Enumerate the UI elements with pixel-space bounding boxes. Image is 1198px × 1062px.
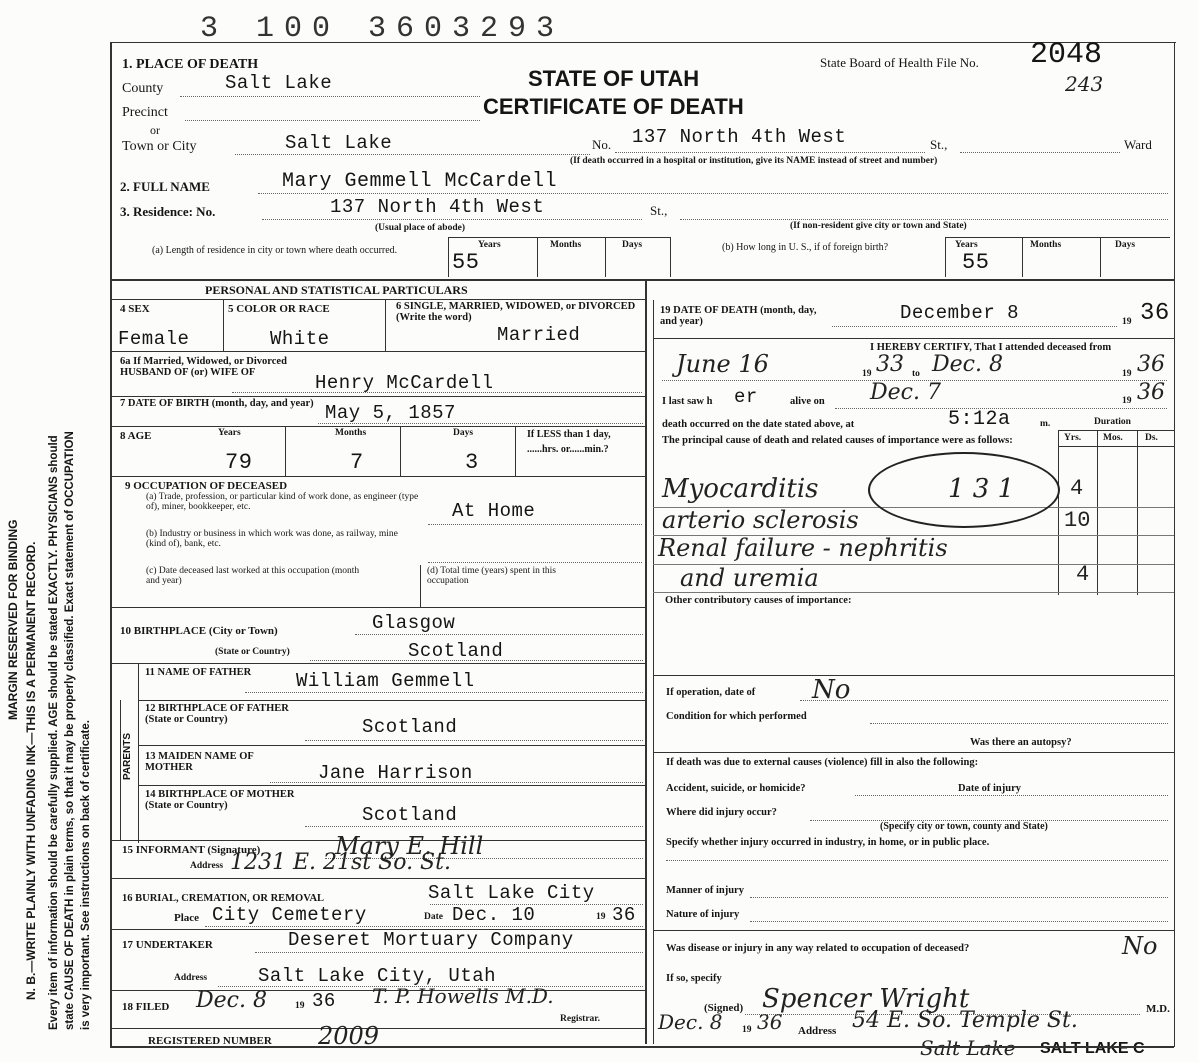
- if-so-label: If so, specify: [666, 973, 722, 984]
- age-days-value: 3: [465, 450, 479, 475]
- filed-label: 18 FILED: [122, 1001, 170, 1013]
- filed-year-prefix: 19: [295, 1001, 305, 1011]
- alive-on-label: alive on: [790, 396, 825, 407]
- father-value: William Gemmell: [296, 670, 475, 692]
- autopsy-label: Was there an autopsy?: [970, 737, 1072, 748]
- condition-label: Condition for which performed: [666, 711, 807, 722]
- less-than-label: If LESS than 1 day, ......hrs. or......min.?: [527, 429, 611, 455]
- burial-value: Salt Lake City: [428, 882, 595, 904]
- attended-to: Dec. 8: [932, 352, 1003, 377]
- spouse-value: Henry McCardell: [315, 372, 494, 394]
- us-years-label: Years: [955, 240, 978, 250]
- residence-label: 3. Residence: No.: [120, 204, 216, 219]
- burial-date-value: Dec. 10: [452, 904, 536, 926]
- informant-label: 15 INFORMANT (Signature): [122, 844, 261, 856]
- sign-address-label: Address: [798, 1025, 837, 1037]
- age-label: 8 AGE: [120, 430, 152, 442]
- occupation-c-label: (c) Date deceased last worked at this occupation (month and year): [146, 566, 360, 586]
- residence-years-label: Years: [478, 240, 501, 250]
- registered-number-label: REGISTERED NUMBER: [148, 1035, 272, 1047]
- last-saw-label: I last saw h: [662, 396, 713, 407]
- age-years-label: Years: [218, 428, 241, 438]
- sign-address: 54 E. So. Temple St.: [852, 1008, 1078, 1033]
- non-resident-note: (If non-resident give city or town and State): [790, 221, 967, 231]
- mother-label: 13 MAIDEN NAME OF MOTHER: [145, 751, 254, 773]
- residence-value: 137 North 4th West: [330, 196, 545, 218]
- attended-to-prefix: 19: [1122, 369, 1132, 379]
- age-years-value: 79: [225, 450, 253, 475]
- nature-label: Nature of injury: [666, 909, 740, 920]
- cause-1-years: 4: [1070, 476, 1084, 501]
- birthplace-label: 10 BIRTHPLACE (City or Town): [120, 625, 278, 637]
- file-number-label: State Board of Health File No.: [820, 55, 979, 70]
- attended-from-year: 33: [876, 352, 904, 377]
- md-label: M.D.: [1146, 1003, 1170, 1015]
- street-value: 137 North 4th West: [632, 126, 847, 148]
- cause-4: and uremia: [680, 564, 819, 592]
- informant-signature: Mary E. Hill: [335, 832, 484, 860]
- cause-4-years: 4: [1076, 562, 1090, 587]
- cause-1-note: 1 3 1: [948, 474, 1015, 504]
- father-birthplace-label: 12 BIRTHPLACE OF FATHER (State or Country): [145, 703, 289, 725]
- undertaker-value: Deseret Mortuary Company: [288, 929, 574, 951]
- margin-binding-text: MARGIN RESERVED FOR BINDING: [6, 519, 20, 720]
- informant-address: 1231 E. 21st So. St.: [230, 850, 451, 875]
- date-of-death-label: 19 DATE OF DEATH (month, day, and year): [660, 305, 817, 327]
- registered-number: 2009: [318, 1022, 380, 1050]
- us-years-value: 55: [962, 250, 990, 275]
- alive-on-date: Dec. 7: [870, 380, 941, 405]
- mother-birthplace-label: 14 BIRTHPLACE OF MOTHER (State or Country): [145, 789, 295, 811]
- father-label: 11 NAME OF FATHER: [145, 667, 252, 678]
- external-causes-label: If death was due to external causes (violence) fill in also the following:: [666, 757, 979, 768]
- parents-side-label: PARENTS: [122, 732, 133, 780]
- hospital-note: (If death occurred in a hospital or institution, give its NAME instead of street and number): [570, 156, 938, 166]
- certificate-title: CERTIFICATE OF DEATH: [483, 94, 744, 119]
- file-number: 2048: [1030, 38, 1103, 72]
- alive-year: 36: [1137, 380, 1165, 405]
- operation-label: If operation, date of: [666, 687, 756, 698]
- death-time: 5:12a: [948, 408, 1011, 431]
- last-saw-suffix: er: [734, 386, 758, 408]
- us-days-label: Days: [1115, 240, 1136, 250]
- margin-instruction-ink: N. B.—WRITE PLAINLY WITH UNFADING INK—THIS IS A PERMANENT RECORD.: [24, 541, 38, 1000]
- street-st-label: St.,: [930, 137, 948, 152]
- age-days-label: Days: [453, 428, 474, 438]
- occupation-a-label: (a) Trade, profession, or particular kind of work done, as engineer (type of), miner, bookkeeper, etc.: [146, 492, 419, 512]
- duration-label: Duration: [1094, 417, 1131, 427]
- spouse-label: 6a If Married, Widowed, or Divorced HUSBAND OF (or) WIFE OF: [120, 356, 287, 378]
- father-birthplace-value: Scotland: [362, 716, 458, 738]
- residence-st-label: St.,: [650, 203, 668, 218]
- sign-year: 36: [757, 1010, 783, 1034]
- margin-instruction-2: state CAUSE OF DEATH in plain terms, so that it may be properly classified. Exact statement of OCCUPATION: [64, 431, 76, 1030]
- residence-days-label: Days: [622, 240, 643, 250]
- birth-country-value: Scotland: [408, 640, 504, 662]
- place-of-death-heading: 1. PLACE OF DEATH: [122, 57, 259, 72]
- county-label: County: [122, 81, 164, 96]
- undertaker-address-label: Address: [174, 973, 208, 983]
- physician-signature: Spencer Wright: [762, 984, 970, 1014]
- cause-1-circle: [868, 452, 1060, 528]
- length-residence-label: (a) Length of residence in city or town where death occurred.: [152, 245, 398, 256]
- dob-value: May 5, 1857: [325, 402, 456, 424]
- mother-value: Jane Harrison: [318, 762, 473, 784]
- informant-address-label: Address: [190, 861, 224, 871]
- margin-instruction-1: Every item of information should be carefully supplied. AGE should be stated EXACTLY. PHYSICIANS should: [48, 435, 60, 1030]
- occupation-related-value: No: [1122, 932, 1158, 960]
- contributory-label: Other contributory causes of importance:: [665, 595, 852, 606]
- registrar-label: Registrar.: [560, 1014, 601, 1024]
- town-value: Salt Lake: [285, 132, 393, 154]
- attended-to-label: to: [912, 369, 920, 379]
- attended-from: June 16: [676, 350, 769, 378]
- mother-birthplace-value: Scotland: [362, 804, 458, 826]
- residence-years-value: 55: [452, 250, 480, 275]
- date-of-death-value: December 8: [900, 302, 1020, 324]
- us-residence-label: (b) How long in U. S., if of foreign birth?: [722, 242, 889, 253]
- manner-label: Manner of injury: [666, 885, 744, 896]
- time-m-label: m.: [1040, 419, 1051, 429]
- dod-year-prefix: 19: [1122, 317, 1132, 327]
- personal-heading: PERSONAL AND STATISTICAL PARTICULARS: [205, 283, 468, 297]
- dod-year-value: 36: [1140, 300, 1170, 327]
- marital-label: 6 SINGLE, MARRIED, WIDOWED, or DIVORCED (Write the word): [396, 301, 636, 323]
- us-months-label: Months: [1030, 240, 1062, 250]
- full-name-label: 2. FULL NAME: [120, 179, 210, 194]
- occupation-d-label: (d) Total time (years) spent in this occupation: [427, 566, 556, 586]
- where-injury-label: Where did injury occur?: [666, 807, 777, 818]
- bottom-city-stamp: SALT LAKE C: [1040, 1040, 1145, 1057]
- age-months-value: 7: [350, 450, 364, 475]
- birth-state-country-label: (State or Country): [215, 647, 290, 657]
- sex-value: Female: [118, 328, 190, 350]
- color-label: 5 COLOR OR RACE: [228, 303, 330, 315]
- burial-place-label: Place: [174, 912, 200, 924]
- sign-date: Dec. 8: [658, 1010, 723, 1034]
- ward-label: Ward: [1124, 137, 1152, 152]
- state-title: STATE OF UTAH: [528, 66, 700, 91]
- duration-months-label: Mos.: [1103, 433, 1123, 443]
- registrar-signature: T. P. Howells M.D.: [372, 984, 554, 1008]
- occupation-label: 9 OCCUPATION OF DECEASED: [125, 480, 288, 492]
- specify-city-label: (Specify city or town, county and State): [880, 821, 1048, 832]
- dob-label: 7 DATE OF BIRTH (month, day, and year): [120, 398, 314, 409]
- file-sub-number: 243: [1065, 72, 1104, 96]
- cause-2-years: 10: [1064, 508, 1091, 533]
- bottom-city-handwritten: Salt Lake: [920, 1036, 1016, 1060]
- injury-date-label: Date of injury: [958, 783, 1021, 794]
- residence-months-label: Months: [550, 240, 582, 250]
- industry-label: Specify whether injury occurred in industry, in home, or in public place.: [666, 837, 990, 848]
- marital-value: Married: [497, 324, 581, 346]
- cause-3: Renal failure - nephritis: [658, 534, 948, 562]
- occupation-b-label: (b) Industry or business in which work was done, as railway, mine (kind of), bank, etc.: [146, 529, 398, 549]
- burial-year-prefix: 19: [596, 912, 606, 922]
- cause-2: arterio sclerosis: [662, 506, 859, 534]
- age-months-label: Months: [335, 428, 367, 438]
- burial-place-value: City Cemetery: [212, 904, 367, 926]
- attended-to-year: 36: [1137, 352, 1165, 377]
- occupation-related-label: Was disease or injury in any way related to occupation of deceased?: [666, 943, 970, 954]
- filed-date: Dec. 8: [196, 988, 267, 1013]
- precinct-label: Precinct: [122, 105, 168, 120]
- or-label: or: [150, 123, 160, 137]
- county-value: Salt Lake: [225, 72, 333, 94]
- certificate-serial-number: 3 100 3603293: [200, 12, 565, 46]
- street-no-label: No.: [592, 137, 612, 152]
- undertaker-address: Salt Lake City, Utah: [258, 965, 497, 987]
- operation-value: No: [812, 675, 851, 705]
- margin-instruction-3: is very important. See instructions on back of certificate.: [80, 720, 92, 1030]
- sign-year-prefix: 19: [742, 1025, 752, 1035]
- occurred-label: death occurred on the date stated above, at: [662, 419, 855, 430]
- full-name-value: Mary Gemmell McCardell: [282, 170, 558, 193]
- sex-label: 4 SEX: [120, 303, 150, 315]
- burial-label: 16 BURIAL, CREMATION, OR REMOVAL: [122, 893, 325, 904]
- attended-from-prefix: 19: [862, 369, 872, 379]
- birth-city-value: Glasgow: [372, 612, 456, 634]
- cause-1: Myocarditis: [662, 474, 819, 504]
- duration-days-label: Ds.: [1145, 433, 1158, 443]
- undertaker-label: 17 UNDERTAKER: [122, 939, 213, 951]
- filed-year: 36: [312, 990, 336, 1012]
- usual-abode-note: (Usual place of abode): [375, 223, 465, 233]
- duration-years-label: Yrs.: [1064, 433, 1082, 443]
- accident-label: Accident, suicide, or homicide?: [666, 783, 806, 794]
- burial-year: 36: [612, 904, 636, 926]
- occupation-value: At Home: [452, 500, 536, 522]
- signed-label: (Signed): [704, 1002, 744, 1014]
- town-label: Town or City: [122, 139, 197, 154]
- cause-label: The principal cause of death and related causes of importance were as follows:: [662, 435, 1013, 446]
- color-value: White: [270, 328, 330, 350]
- burial-date-label: Date: [424, 912, 443, 922]
- certify-text: I HEREBY CERTIFY, That I attended deceased from: [870, 342, 1112, 353]
- alive-year-prefix: 19: [1122, 396, 1132, 406]
